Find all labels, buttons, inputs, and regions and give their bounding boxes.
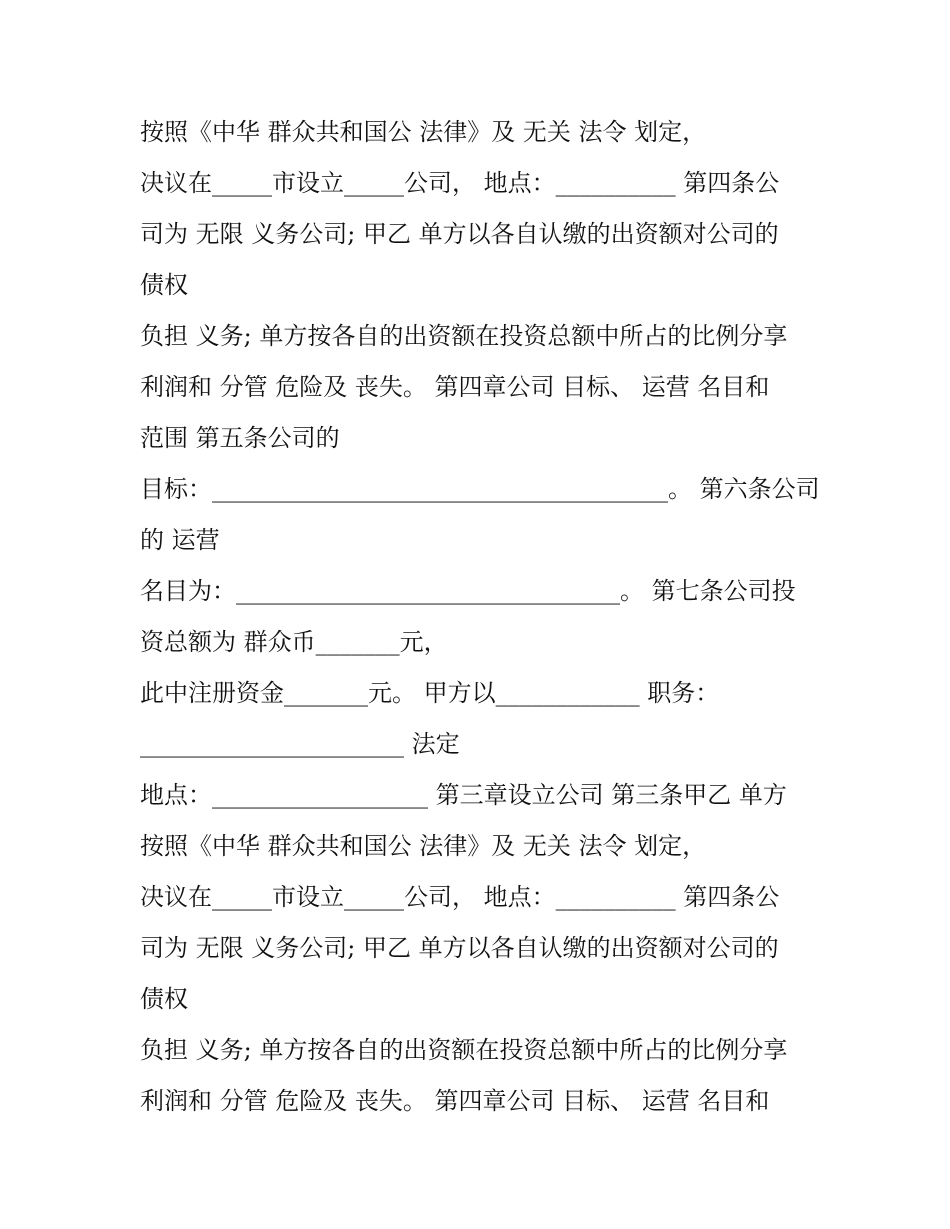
text-line: 按照《中华 群众共和国公 法律》及 无关 法令 划定， [140,832,707,860]
text-line: 负担 义务; 单方按各自的出资额在投资总额中所占的比例分享 [140,322,788,350]
text-line: 司为 无限 义务公司; 甲乙 单方以各自认缴的出资额对公司的 [140,934,779,962]
text-line: ______________________ 法定 [140,730,460,758]
text-line: 目标：______________________________________。 第六条公司 [140,475,820,503]
text-line: 资总额为 群众币_______元， [140,628,448,656]
text-line: 决议在_____市设立_____公司， 地点：__________ 第四条公 [140,883,780,911]
text-line: 此中注册资金_______元。 甲方以____________ 职务： [140,679,720,707]
text-line: 范围 第五条公司的 [140,424,340,452]
document-body [140,107,820,1127]
text-line: 司为 无限 义务公司; 甲乙 单方以各自认缴的出资额对公司的 [140,220,779,248]
text-line: 的 运营 [140,526,220,554]
text-line: 利润和 分管 危险及 丧失。 第四章公司 目标、 运营 名目和 [140,373,770,401]
text-line: 债权 [140,985,188,1013]
text-line: 债权 [140,271,188,299]
text-line: 按照《中华 群众共和国公 法律》及 无关 法令 划定， [140,118,707,146]
text-line: 名目为：________________________________。 第七条公司投 [140,577,796,605]
text-line: 利润和 分管 危险及 丧失。 第四章公司 目标、 运营 名目和 [140,1087,770,1115]
text-line: 地点：__________________ 第三章设立公司 第三条甲乙 单方 [140,781,787,809]
text-line: 负担 义务; 单方按各自的出资额在投资总额中所占的比例分享 [140,1036,788,1064]
text-line: 决议在_____市设立_____公司， 地点：__________ 第四条公 [140,169,780,197]
